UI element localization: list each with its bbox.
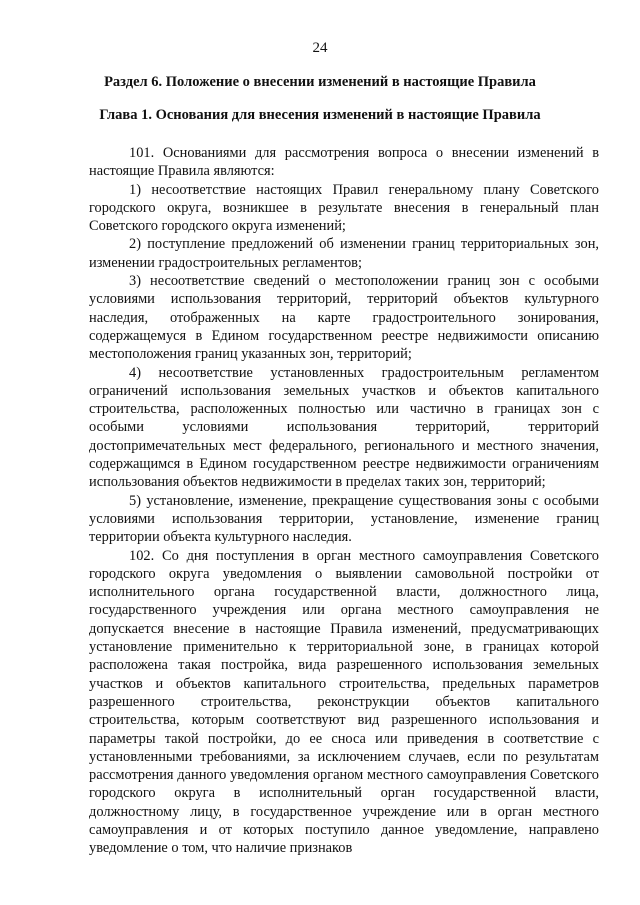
list-item-1: 1) несоответствие настоящих Правил генеральному плану Советского городского округа, возникшее в результате внесения в генеральный план Советского городского округа изменений; (89, 181, 599, 235)
list-item-2: 2) поступление предложений об изменении границ территориальных зон, изменении градостроительных регламентов; (89, 236, 599, 271)
body-text (89, 144, 599, 858)
list-item-5: 5) установление, изменение, прекращение существования зоны с особыми условиями использования территории, установление, изменение границ территории объекта культурного наследия. (89, 492, 599, 546)
chapter-title: Глава 1. Основания для внесения изменений в настоящие Правила (99, 107, 541, 123)
paragraph-102: 102. Со дня поступления в орган местного самоуправления Советского городского округа уведомления о выявлении самовольной постройки от исполнительного органа государственной власти, должностного лица, государственного учреждения или органа местного самоуправления не допускается внесение в настоящие Правила изменений, предусматривающих установление применительно к территориальной зоне, в границах которой расположена такая постройка, вида разрешенного использования земельных участков и объектов капитального строительства, предельных параметров разрешенного строительства, реконструкции объектов капитального строительства, которым соответствуют вид разрешенного использования и параметры такой постройки, до ее сноса или приведения в соответствие с установленными требованиями, за исключением случаев, если по результатам рассмотрения данного уведомления органом местного самоуправления Советского городского округа в исполнительный орган государственной власти, должностному лицу, в государственное учреждение или в орган местного самоуправления и от которых поступило данное уведомление, направлено уведомление о том, что наличие признаков (89, 547, 599, 857)
paragraph-101: 101. Основаниями для рассмотрения вопроса о внесении изменений в настоящие Правила являются: (89, 145, 599, 180)
section-title: Раздел 6. Положение о внесении изменений в настоящие Правила (104, 74, 536, 90)
page-number: 24 (312, 40, 328, 56)
list-item-3: 3) несоответствие сведений о местоположении границ зон с особыми условиями использования территорий, территорий объектов культурного наследия, отображенных на карте градостроительного зонирования, содержащемуся в Едином государственном реестре недвижимости описанию местоположения границ указанных зон, территорий; (89, 273, 599, 363)
list-item-4: 4) несоответствие установленных градостроительным регламентом ограничений использования земельных участков и объектов капитального строительства, расположенных полностью или частично в границах зон с особыми условиями использования территорий, территорий достопримечательных мест федерального, регионального и местного значения, содержащимся в Едином государственном реестре недвижимости ограничениям использования объектов недвижимости в пределах таких зон, территорий; (89, 364, 599, 491)
